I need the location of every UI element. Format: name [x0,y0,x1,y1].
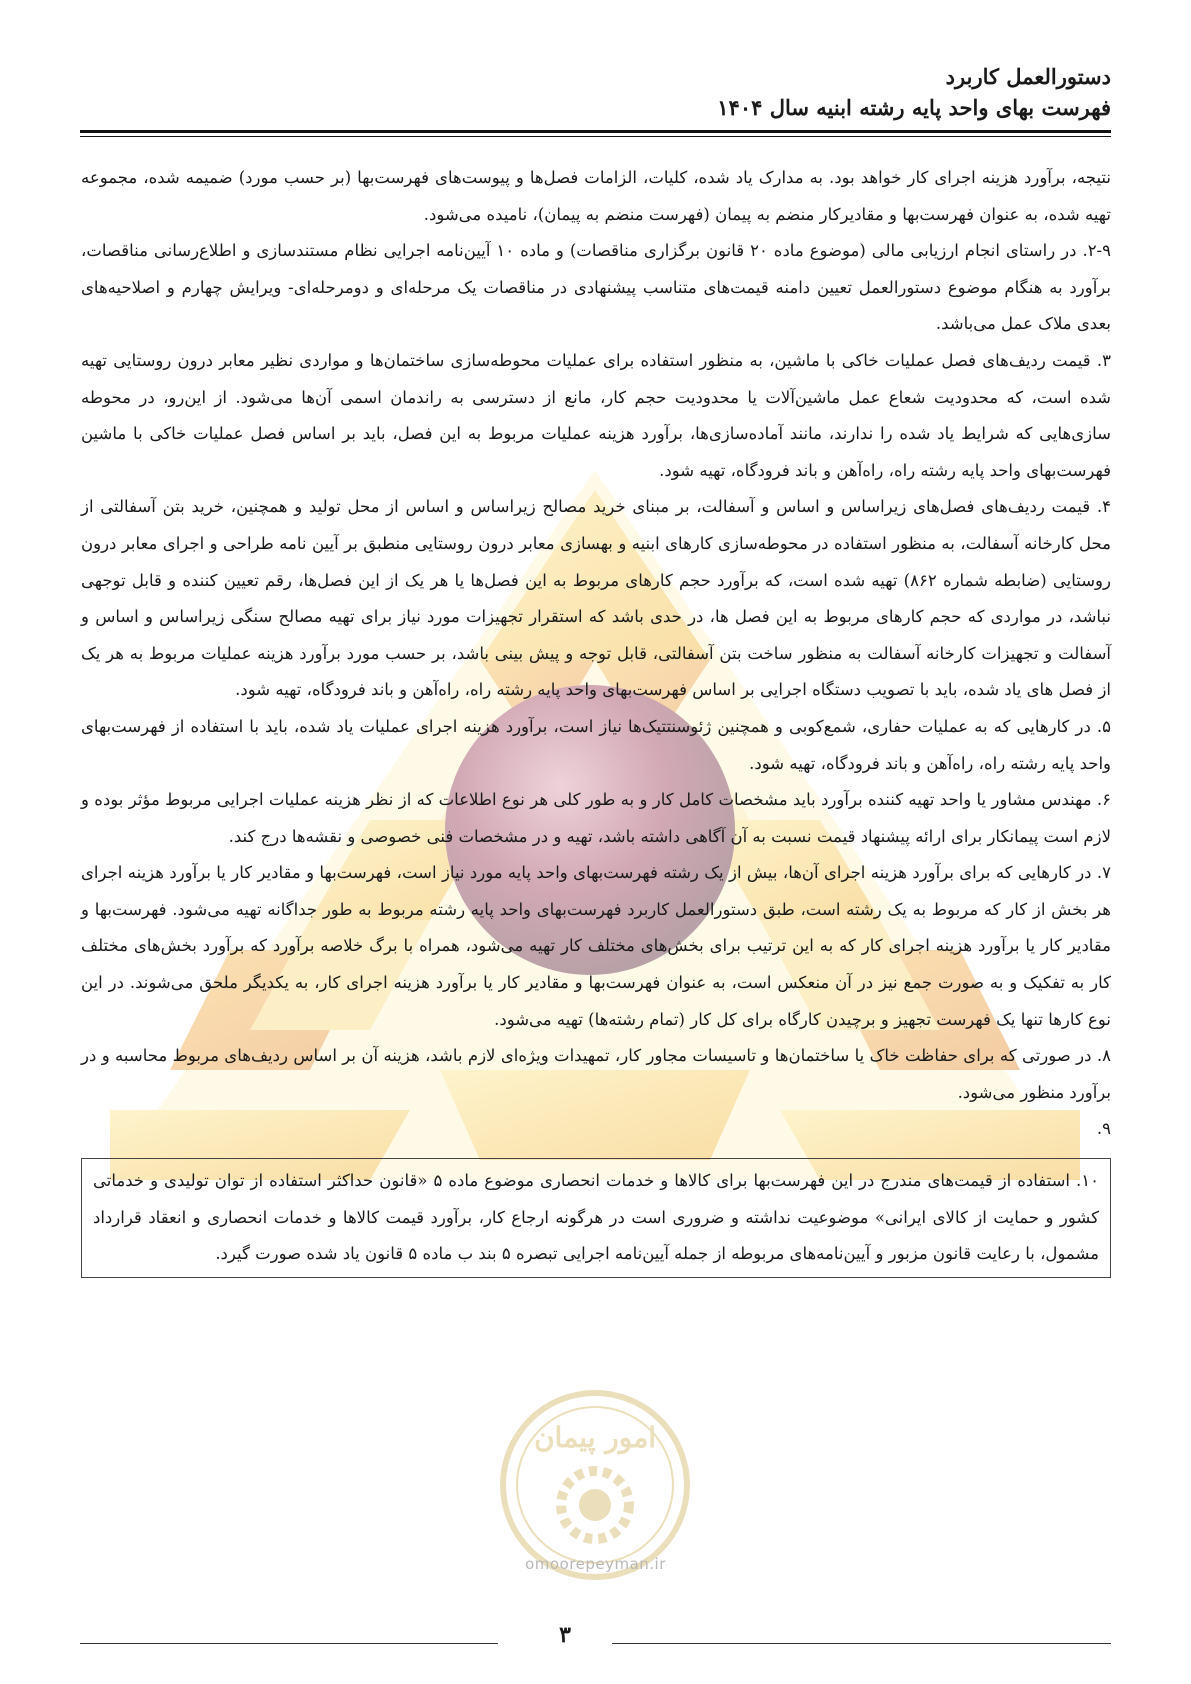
footer-rule-left [80,1643,498,1644]
document-body [81,160,1111,1278]
paragraph-5: ۵. در کارهایی که به عملیات حفاری، شمع‌کوبی و همچنین ژئوسنتتیک‌ها نیاز است، برآورد هزینه اجرای عملیات یاد شده، باید با استفاده از فهرست‌بهای واحد پایه رشته راه، راه‌آهن و باند فرودگاه، تهیه شود. [81,716,1111,773]
paragraph-7: ۷. در کارهایی که برای برآورد هزینه اجرای آن‌ها، بیش از یک رشته فهرست‌بهای واحد پایه مورد نیاز است، فهرست‌بها و مقادیر کار یا برآورد هزینه اجرای هر بخش از کار که مربوط به یک رشته است، طبق دستورالعمل کاربرد فهرست‌بهای واحد پایه رشته مربوط به طور جداگانه تهیه می‌شود. فهرست‌بها و مقادیر کار یا برآورد هزینه اجرای کار که به این ترتیب برای بخش‌های مختلف کار تهیه می‌شود، همراه با برگ خلاصه برآورد که برآورد بخش‌های مختلف کار به تفکیک و به صورت جمع نیز در آن منعکس است، به عنوان فهرست‌بها و مقادیر کار یا برآورد هزینه اجرای کار، به یکدیگر ملحق می‌شوند. در این نوع کارها تنها یک فهرست تجهیز و برچیدن کارگاه برای کل کار (تمام رشته‌ها) تهیه می‌شود. [81,863,1112,1029]
header-rule-thin [80,136,1111,137]
header-rule-thick [80,130,1111,133]
paragraph-continuation: نتیجه، برآورد هزینه اجرای کار خواهد بود. به مدارک یاد شده، کلیات، الزامات فصل‌ها و پیوست‌های فهرست‌بها (بر حسب مورد) ضمیمه شده، مجموعه تهیه شده، به عنوان فهرست‌بها و مقادیرکار منضم به پیمان (فهرست منضم به پیمان)، نامیده می‌شود. [81,168,1111,224]
paragraph-10: ۱۰. استفاده از قیمت‌های مندرج در این فهرست‌بها برای کالاها و خدمات انحصاری موضوع ماده ۵ «قانون حداکثر استفاده از توان تولیدی و خدماتی کشور و حمایت از کالای ایرانی» موضوعیت نداشته و ضروری است در هرگونه ارجاع کار، برآورد قیمت کالاها و خدمات انحصاری و انعقاد قرارداد مشمول، با رعایت قانون مزبور و آیین‌نامه‌های مربوطه از جمله آیین‌نامه اجرایی تبصره ۵ بند ب ماده ۵ قانون یاد شده صورت گیرد. [93,1171,1099,1264]
header-title: دستورالعمل کاربرد [945,64,1111,89]
paragraph-2-9: ۲-۹. در راستای انجام ارزیابی مالی (موضوع ماده ۲۰ قانون برگزاری مناقصات) و ماده ۱۰ آیین‌نامه اجرایی نظام مستندسازی و اطلاع‌رسانی مناقصات، برآورد به هنگام موضوع دستورالعمل تعیین دامنه قیمت‌های متناسب پیشنهادی در مناقصات یک مرحله‌ای و دومرحله‌ای- ویرایش چهارم و اصلاحیه‌های بعدی ملاک عمل می‌باشد. [81,241,1111,334]
paragraph-3: ۳. قیمت ردیف‌های فصل عملیات خاکی با ماشین، به منظور استفاده برای عملیات محوطه‌سازی ساختمان‌ها و مواردی نظیر معابر درون روستایی تهیه شده است، که محدودیت شعاع عمل ماشین‌آلات یا محدودیت حجم کار، مانع از دسترسی به راندمان اسمی آن‌ها می‌شود. از این‌رو، در محوطه سازی‌هایی که شرایط یاد شده را ندارند، مانند آماده‌سازی‌ها، برآورد هزینه عملیات مربوط به این فصل، باید بر اساس فصل عملیات خاکی با ماشین فهرست‌بهای واحد پایه رشته راه، راه‌آهن و باند فرودگاه، تهیه شود. [81,350,1111,480]
paragraph-6: ۶. مهندس مشاور یا واحد تهیه کننده برآورد باید مشخصات کامل کار و به طور کلی هر نوع اطلاعات که از نظر هزینه عملیات اجرایی مربوط مؤثر بوده و لازم است پیمانکار برای ارائه پیشنهاد قیمت نسبت به آن آگاهی داشته باشد، تهیه و در مشخصات فنی خصوصی و نقشه‌ها درج کند. [81,790,1111,846]
page-header [81,62,1111,124]
footer-rule-right [612,1643,1111,1644]
paragraph-9: ۹. [1096,1119,1111,1139]
paragraph-8: ۸. در صورتی که برای حفاظت خاک یا ساختمان‌ها و تاسیسات مجاور کار، تمهیدات ویژه‌ای لازم باشد، هزینه آن بر اساس ردیف‌های مربوط محاسبه و در برآورد منظور می‌شود. [81,1046,1111,1102]
seal-url-text: omoorepeyman.ir [525,1555,666,1573]
page-number: ۳ [559,1622,571,1648]
header-subtitle: فهرست بهای واحد پایه رشته ابنیه سال ۱۴۰۴ [717,95,1111,120]
boxed-note [81,1158,1111,1278]
paragraph-4: ۴. قیمت ردیف‌های فصل‌های زیراساس و اساس و آسفالت، بر مبنای خرید مصالح زیراساس و اساس از محل تولید و همچنین، خرید بتن آسفالتی از محل کارخانه آسفالت، به منظور استفاده در محوطه‌سازی کارهای ابنیه و بهسازی معابر درون روستایی منطبق بر آیین نامه طراحی و اجرای معابر درون روستایی (ضابطه شماره ۸۶۲) تهیه شده است، که برآورد حجم کارهای مربوط به این فصل‌ها یا هر یک از این فصل‌ها، رقم تعیین کننده و قابل توجهی نباشد، در مواردی که حجم کارهای مربوط به این فصل ها، در حدی باشد که استقرار تجهیزات مورد نیاز برای تهیه مصالح سنگی زیراساس و اساس و آسفالت و تجهیزات کارخانه آسفالت به منظور ساخت بتن آسفالتی، قابل توجه و پیش بینی باشد، بر حسب مورد برآورد هزینه عملیات مربوط به هر یک از فصل های یاد شده، باید با تصویب دستگاه اجرایی بر اساس فهرست‌بهای واحد پایه رشته راه، راه‌آهن و باند فرودگاه، تهیه شود. [81,497,1111,700]
seal-lettering: امور پیمان [533,1421,657,1454]
